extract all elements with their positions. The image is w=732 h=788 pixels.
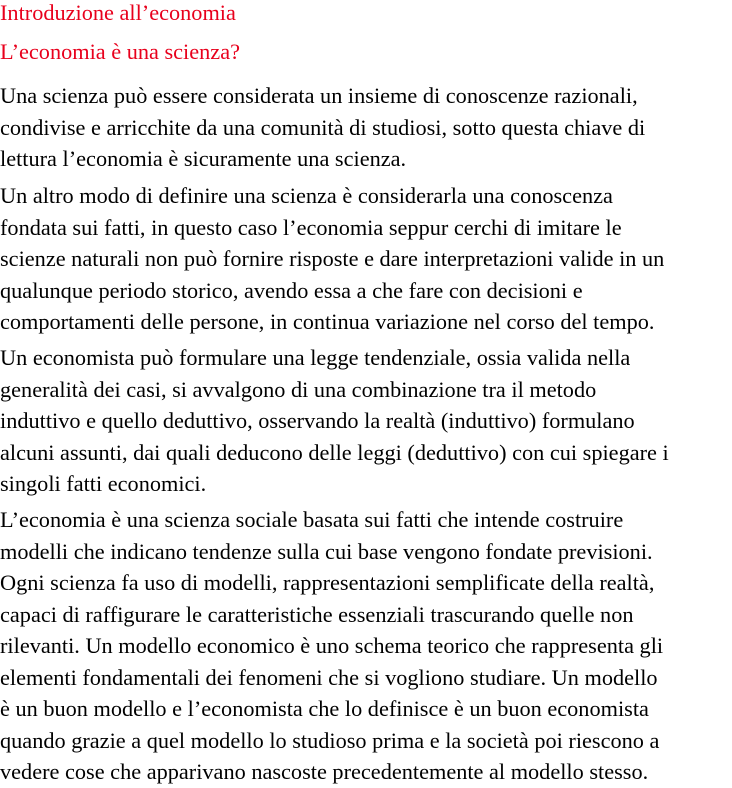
paragraph-definition-science [0,80,732,175]
text-line: scienze naturali non può fornire risposte e dare interpretazioni valide in un [0,246,665,271]
section-heading: L’economia è una scienza? [0,39,240,64]
text-line: lettura l’economia è sicuramente una scienza. [0,146,407,171]
document-title: Introduzione all’economia [0,0,236,25]
text-line: Un altro modo di definire una scienza è considerarla una conoscenza [0,183,613,208]
text-line: alcuni assunti, dai quali deducono delle leggi (deduttivo) con cui spiegare i [0,439,669,465]
text-line: Una scienza può essere considerata un insieme di conoscenze razionali, [0,83,638,108]
text-line: vedere cose che apparivano nascoste precedentemente al modello stesso. [0,759,649,784]
text-line: capaci di raffigurare le caratteristiche essenziali trascurando quelle non [0,601,634,627]
text-line: elementi fondamentali dei fenomeni che si vogliono studiare. Un modello [0,664,658,690]
text-line: qualunque periodo storico, avendo essa a che fare con decisioni e [0,277,583,303]
text-line: induttivo e quello deduttivo, osservando la realtà (induttivo) formulano [0,408,635,433]
text-line: rilevanti. Un modello economico è uno schema teorico che rappresenta gli [0,633,664,658]
text-line: comportamenti delle persone, in continua variazione nel corso del tempo. [0,309,655,334]
text-line: generalità dei casi, si avvalgono di una combinazione tra il metodo [0,376,597,402]
text-line: quando grazie a quel modello lo studioso prima e la società poi riescono a [0,727,660,753]
paragraph-economist-method [0,342,732,500]
text-line: Un economista può formulare una legge tendenziale, ossia valida nella [0,345,631,370]
text-line: singoli fatti economici. [0,471,207,496]
text-line: modelli che indicano tendenze sulla cui base vengono fondate previsioni. [0,538,653,564]
text-line: condivise e arricchite da una comunità di studiosi, sotto questa chiave di [0,114,646,140]
paragraph-facts-based-knowledge [0,180,732,338]
text-line: L’economia è una scienza sociale basata sui fatti che intende costruire [0,507,624,532]
text-line: è un buon modello e l’economista che lo definisce è un buon economista [0,696,649,721]
text-line: Ogni scienza fa uso di modelli, rappresentazioni semplificate della realtà, [0,570,655,595]
text-line: fondata sui fatti, in questo caso l’economia seppur cerchi di imitare le [0,214,622,240]
paragraph-economic-models [0,504,732,788]
